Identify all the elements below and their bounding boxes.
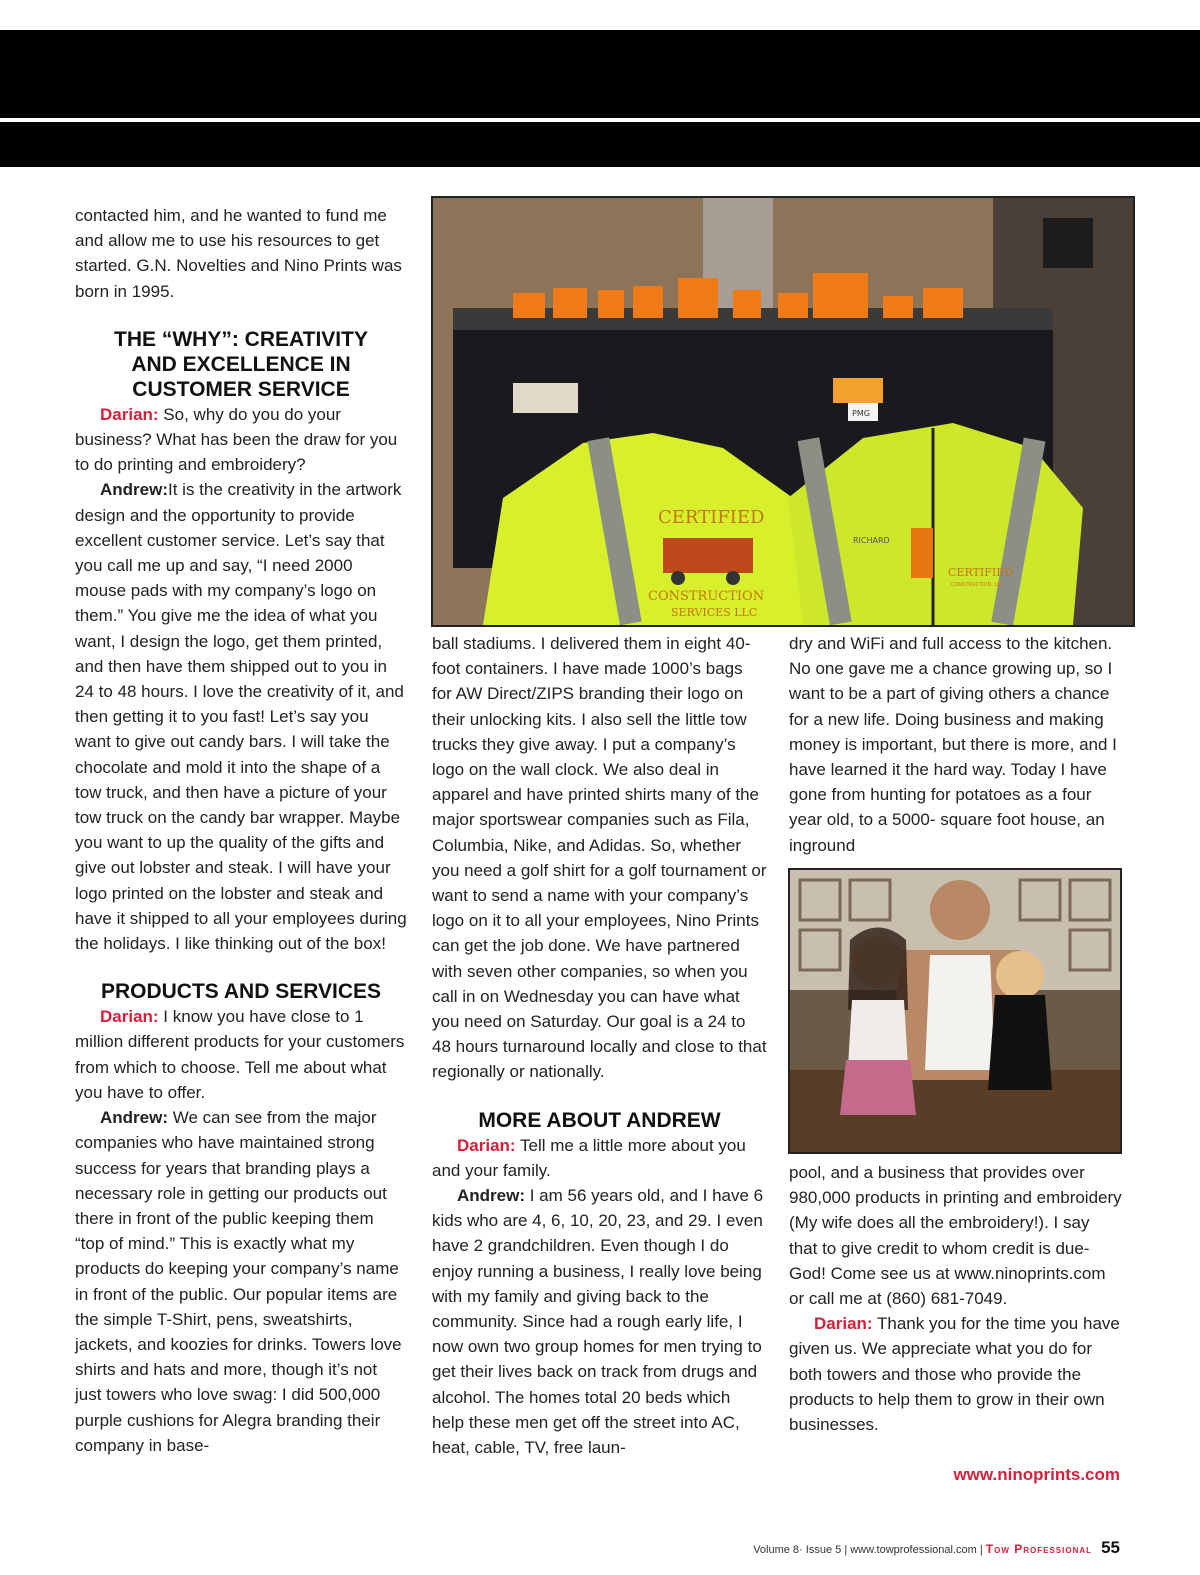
speaker-name: Andrew: — [457, 1186, 525, 1206]
photo-family — [788, 868, 1122, 1154]
jacket-logo-text: CERTIFIED — [948, 566, 1014, 579]
header-subband — [0, 122, 1200, 167]
paragraph: pool, and a business that provides over 980,000 products in printing and embroidery (My wife does all the embroidery!). I say that to give credit to whom credit is due-God! Come see us at www.ninoprints.com or call me at (860) 681-7049. — [789, 1163, 1122, 1309]
photo-jackets — [431, 196, 1135, 627]
speaker-name: Darian: — [100, 1007, 159, 1027]
jacket-logo-text: CERTIFIED — [658, 507, 765, 528]
answer — [75, 1105, 407, 1458]
website-link[interactable]: www.ninoprints.com — [953, 1465, 1120, 1484]
magazine-brand: Tow Professional — [985, 1542, 1093, 1556]
footer-site[interactable]: www.towprofessional.com — [850, 1544, 977, 1556]
answer — [432, 1183, 767, 1460]
speaker-name: Darian: — [100, 404, 159, 424]
paragraph: contacted him, and he wanted to fund me and allow me to use his resources to get started. G.N. Novelties and Nino Prints was born in 1995. — [75, 206, 402, 301]
answer-text: I am 56 years old, and I have 6 kids who are 4, 6, 10, 20, 23, and 29. I even have 2 grandchildren. Even though I do enjoy running a business, I really love being with my family and giving back to the community. Since had a rough early life, I now own two group homes for men trying to get their lives back on track from drugs and alcohol. The homes total 20 beds which help these men get off the street into AC, heat, cable, TV, free laun- — [432, 1186, 764, 1458]
question-text: Thank you for the time you have given us. We appreciate what you do for both towers and those who provide the products to help them to grow in their own businesses. — [789, 1314, 1120, 1435]
page-footer — [753, 1538, 1120, 1558]
column-2 — [432, 631, 767, 1460]
tag-text: PMG — [852, 409, 870, 418]
paragraph: ball stadiums. I delivered them in eight 40-foot containers. I have made 1000’s bags for AW Direct/ZIPS branding their logo on their unlocking kits. I also sell the little tow trucks they give away. I put a company’s logo on the wall clock. We also deal in apparel and have printed shirts many of the major sportswear companies such as Fila, Columbia, Nike, and Adidas. So, whether you need a golf shirt for a golf tournament or want to send a name with your company’s logo on it to all your employees, Nino Prints can get the job done. We have partnered with seven other companies, so when you call in on Wednesday you can have what you need on Saturday. Our goal is a 24 to 48 hours turnaround locally and close to that regionally or nationally. — [432, 634, 767, 1082]
column-3-bottom — [789, 1160, 1122, 1437]
question-text: Tell me a little more about you and your family. — [432, 1135, 746, 1180]
speaker-name: Darian: — [457, 1135, 516, 1155]
answer-text: We can see from the major companies who have maintained strong success for years that branding plays a necessary role in getting our products out there in front of the public keeping them “top of mind.” This is exactly what my products do keeping your company’s name in front of the public. Our popular items are the simple T-Shirt, pens, sweatshirts, jackets, and koozies for drinks. Towers love shirts and hats and more, though it’s not just towers who love swag: I did 500,000 purple cushions for Alegra branding their company in base- — [75, 1108, 402, 1455]
issue-info: Volume 8· Issue 5 — [753, 1544, 842, 1556]
footer-separator: | — [844, 1544, 851, 1556]
section-heading: PRODUCTS AND SERVICES — [100, 980, 382, 1004]
section-heading: THE “WHY”: CREATIVITY AND EXCELLENCE IN CUSTOMER SERVICE — [114, 327, 368, 401]
paragraph: dry and WiFi and full access to the kitchen. No one gave me a chance growing up, so I want to be a part of giving others a chance for a new life. Doing business and making money is important, but there is more, and I have learned it the hard way. Today I have gone from hunting for potatoes as a four year old, to a 5000- square foot house, an inground — [789, 634, 1117, 855]
jacket-logo-subtext: CONSTRUCTION, LLC — [951, 582, 1004, 588]
answer — [75, 477, 407, 956]
header-band — [0, 30, 1200, 118]
page-number: 55 — [1101, 1538, 1120, 1557]
speaker-name: Andrew: — [100, 480, 168, 500]
footer-separator: | — [979, 1544, 986, 1556]
question — [75, 1004, 407, 1105]
speaker-name: Darian: — [814, 1314, 873, 1334]
jacket-logo-subtext: CONSTRUCTION — [648, 589, 765, 604]
jacket-name-text: RICHARD — [853, 536, 890, 545]
question — [75, 402, 407, 478]
jacket-logo-subtext: SERVICES LLC — [671, 606, 758, 619]
question — [432, 1133, 767, 1183]
speaker-name: Andrew: — [100, 1108, 168, 1128]
column-3-top — [789, 631, 1122, 858]
answer-text: It is the creativity in the artwork design and the opportunity to provide excellent customer service. Let’s say that you call me up and say, “I need 2000 mouse pads with my company’s logo on them.” You give me the idea of what you want, I design the logo, get them printed, and then have them shipped out to you in 24 to 48 hours. I love the creativity of it, and then getting it to you fast! Let’s say you want to give out candy bars. I will take the chocolate and mold it into the shape of a tow truck, and then have a picture of your tow truck on the candy bar wrapper. Maybe you want to up the quality of the gifts and give out lobster and steak. I will have your logo printed on the lobster and steak and have it shipped to all your employees during the holidays. I like thinking out of the box! — [75, 480, 407, 954]
family-illustration — [790, 870, 1120, 1152]
section-heading: MORE ABOUT ANDREW — [478, 1108, 721, 1132]
question — [789, 1311, 1122, 1437]
jackets-illustration — [433, 198, 1133, 625]
column-1 — [75, 203, 407, 1458]
question-text: So, why do you do your business? What has been the draw for you to do printing and embroidery? — [75, 404, 398, 475]
question-text: I know you have close to 1 million different products for your customers from which to choose. Tell me about what you have to offer. — [75, 1007, 405, 1102]
